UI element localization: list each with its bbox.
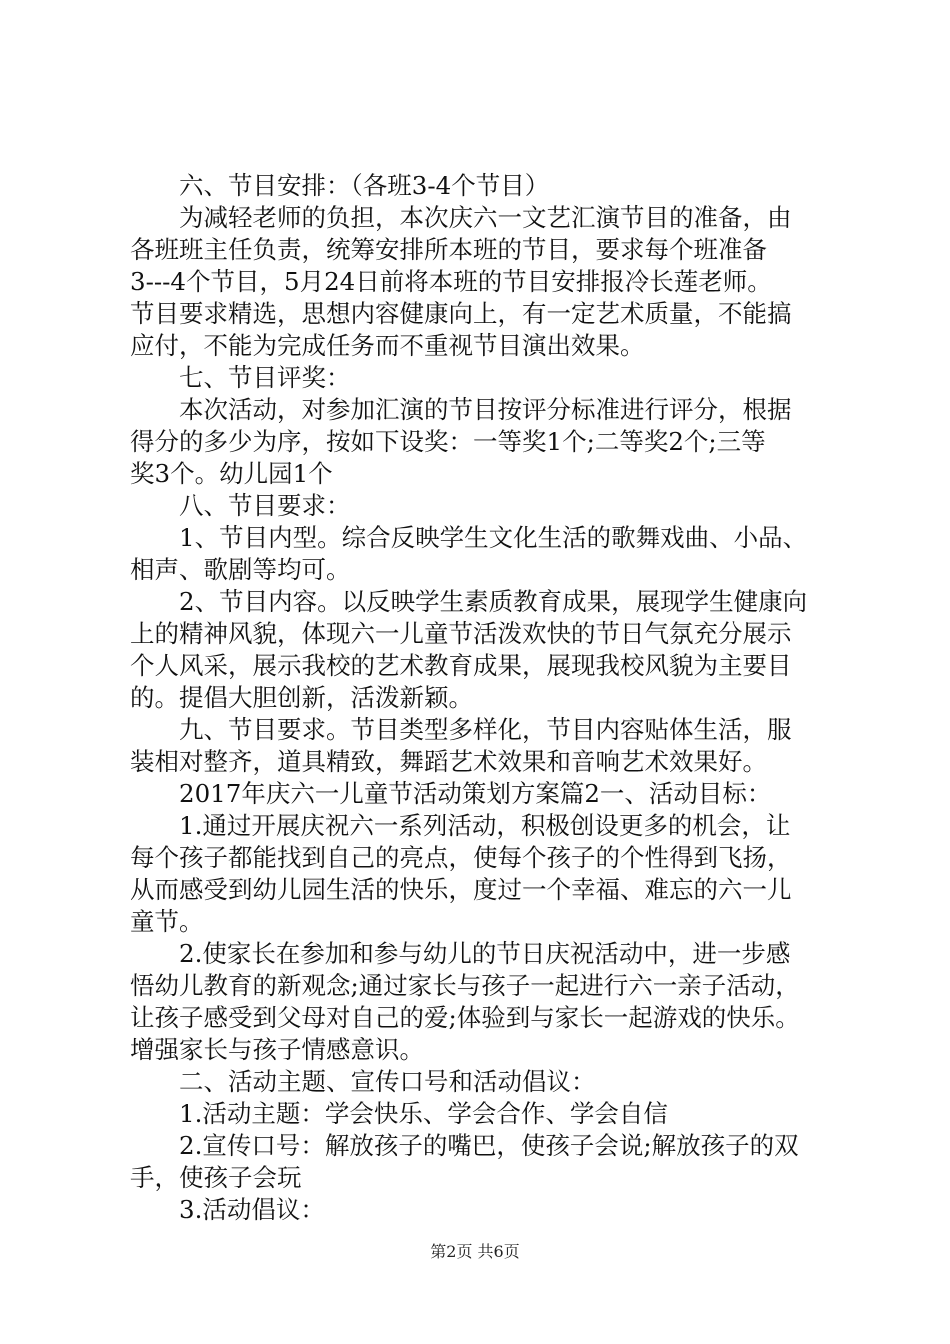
text-line: 手，使孩子会玩: [130, 1163, 302, 1192]
text-line: 七、节目评奖：: [179, 363, 351, 392]
text-line: 悟幼儿教育的新观念;通过家长与孩子一起进行六一亲子活动，: [130, 971, 800, 1000]
text-line: 装相对整齐，道具精致，舞蹈艺术效果和音响艺术效果好。: [130, 747, 767, 776]
text-line: 3.活动倡议：: [179, 1195, 325, 1224]
text-line: 从而感受到幼儿园生活的快乐，度过一个幸福、难忘的六一儿: [130, 875, 792, 904]
text-line: 应付，不能为完成任务而不重视节目演出效果。: [130, 331, 645, 360]
text-line: 每个孩子都能找到自己的亮点，使每个孩子的个性得到飞扬，: [130, 843, 792, 872]
text-line: 各班班主任负责，统筹安排所本班的节目，要求每个班准备: [130, 235, 767, 264]
text-line: 八、节目要求：: [179, 491, 351, 520]
text-line: 童节。: [130, 907, 204, 936]
text-line: 让孩子感受到父母对自己的爱;体验到与家长一起游戏的快乐。: [130, 1003, 800, 1032]
text-line: 节目要求精选，思想内容健康向上，有一定艺术质量，不能搞: [130, 299, 792, 328]
text-line: 2.使家长在参加和参与幼儿的节日庆祝活动中，进一步感: [179, 939, 791, 968]
text-line: 二、活动主题、宣传口号和活动倡议：: [179, 1067, 596, 1096]
text-line: 1.通过开展庆祝六一系列活动，积极创设更多的机会，让: [179, 811, 791, 840]
text-line: 2017年庆六一儿童节活动策划方案篇2一、活动目标：: [179, 779, 772, 808]
text-line: 个人风采，展示我校的艺术教育成果，展现我校风貌为主要目: [130, 651, 792, 680]
text-line: 六、节目安排：（各班3-4个节目）: [179, 171, 550, 200]
text-line: 九、节目要求。节目类型多样化，节目内容贴体生活，服: [179, 715, 792, 744]
text-line: 1、节目内型。综合反映学生文化生活的歌舞戏曲、小品、: [179, 523, 808, 552]
text-line: 2、节目内容。以反映学生素质教育成果，展现学生健康向: [179, 587, 808, 616]
text-line: 3---4个节目，5月24日前将本班的节目安排报冷长莲老师。: [130, 267, 772, 296]
text-line: 奖3个。幼儿园1个: [130, 459, 333, 488]
text-line: 2.宣传口号：解放孩子的嘴巴，使孩子会说;解放孩子的双: [179, 1131, 799, 1160]
text-line: 1.活动主题：学会快乐、学会合作、学会自信: [179, 1099, 668, 1128]
text-line: 的。提倡大胆创新，活泼新颖。: [130, 683, 473, 712]
text-line: 得分的多少为序，按如下设奖：一等奖1个;二等奖2个;三等: [130, 427, 766, 456]
text-line: 为减轻老师的负担，本次庆六一文艺汇演节目的准备，由: [179, 203, 792, 232]
document-body: [130, 170, 836, 1226]
page-footer: 第2页 共6页: [430, 1242, 520, 1261]
text-line: 相声、歌剧等均可。: [130, 555, 351, 584]
text-line: 增强家长与孩子情感意识。: [130, 1035, 424, 1064]
text-line: 本次活动，对参加汇演的节目按评分标准进行评分，根据: [179, 395, 792, 424]
text-line: 上的精神风貌，体现六一儿童节活泼欢快的节日气氛充分展示: [130, 619, 792, 648]
